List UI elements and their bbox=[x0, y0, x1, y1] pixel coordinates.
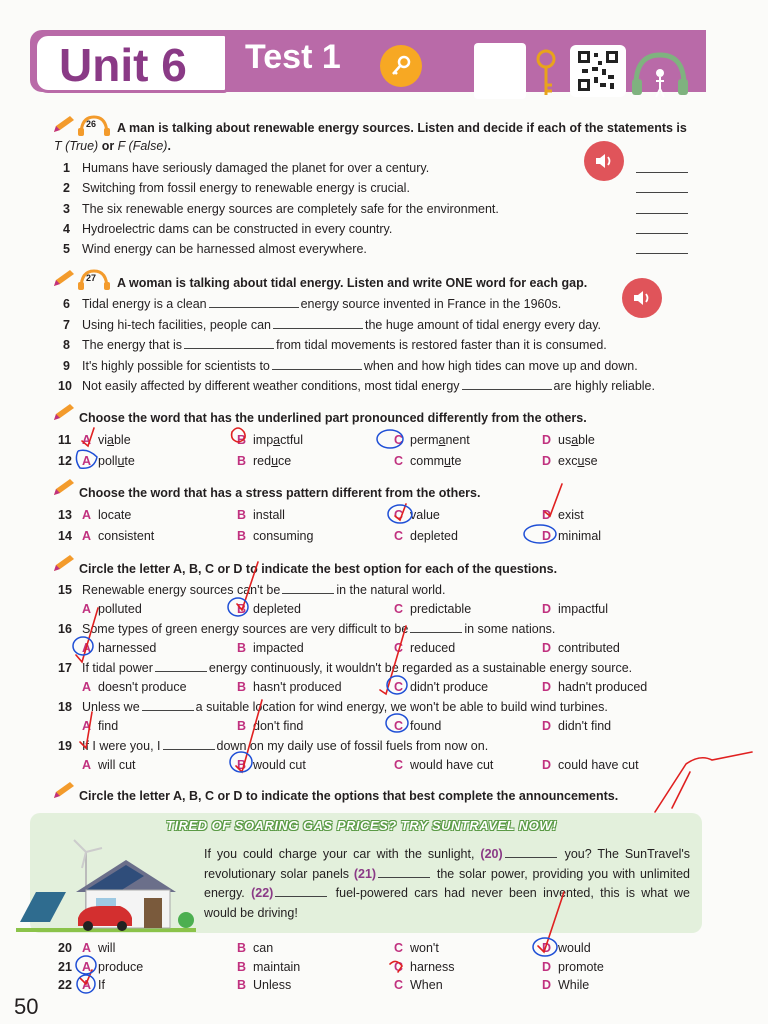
option-b[interactable] bbox=[237, 718, 303, 734]
word-part: us bbox=[558, 433, 572, 447]
option-a[interactable] bbox=[82, 977, 105, 993]
option-letter-a: A bbox=[82, 601, 92, 616]
underlined-sound: u bbox=[444, 453, 451, 468]
statement-text: Hydroelectric dams can be constructed in every country. bbox=[82, 221, 393, 236]
option-d[interactable] bbox=[542, 679, 647, 695]
option-letter-a: A bbox=[82, 433, 92, 447]
stem-after: in the natural world. bbox=[336, 583, 446, 597]
option-c[interactable] bbox=[394, 757, 493, 773]
option-c[interactable] bbox=[394, 640, 455, 656]
underlined-sound: a bbox=[438, 433, 446, 447]
option-a[interactable] bbox=[82, 528, 154, 544]
statement-text: Switching from fossil energy to renewable energy is crucial. bbox=[82, 181, 410, 196]
option-letter-a: A bbox=[82, 959, 92, 974]
question-number: 13 bbox=[58, 508, 72, 522]
option-letter-c: C bbox=[394, 757, 404, 772]
option-letter-b: B bbox=[237, 528, 247, 543]
stem-before: If tidal power bbox=[82, 661, 153, 675]
question-stem bbox=[82, 738, 488, 754]
option-letter-b: B bbox=[237, 679, 247, 694]
option-word: exist bbox=[558, 508, 584, 522]
question-number: 16 bbox=[58, 622, 72, 636]
gap-fill-after: the huge amount of tidal energy every day. bbox=[365, 317, 602, 332]
option-c[interactable] bbox=[394, 507, 440, 523]
option-c[interactable] bbox=[394, 977, 443, 993]
answer-gap[interactable] bbox=[462, 379, 552, 390]
option-letter-d: D bbox=[542, 528, 552, 543]
option-letter-c: C bbox=[394, 718, 404, 733]
option-d[interactable] bbox=[542, 718, 611, 734]
solar-house-illustration bbox=[16, 832, 196, 932]
option-d[interactable] bbox=[542, 959, 604, 975]
option-letter-d: D bbox=[542, 508, 552, 522]
speaker-icon bbox=[632, 288, 652, 308]
answer-blank[interactable] bbox=[636, 160, 688, 173]
gap-fill-before: Not easily affected by different weather conditions, most tidal energy bbox=[82, 379, 460, 393]
option-letter-c: C bbox=[394, 601, 404, 616]
question-number: 4 bbox=[63, 221, 70, 236]
option-a[interactable] bbox=[82, 507, 131, 523]
announcement-text: If you could charge your car with the sunlight, (20) you? The SunTravel's revolutionary solar panels (21) the solar power, providing you with unlimited energy. (22) fuel-powered cars had never been invented, this is what we would be driving! bbox=[204, 847, 690, 920]
option-d[interactable] bbox=[542, 432, 595, 448]
option-b[interactable] bbox=[237, 640, 304, 656]
option-letter-d: D bbox=[542, 679, 552, 694]
option-letter-d: D bbox=[542, 640, 552, 655]
option-text: could have cut bbox=[558, 757, 639, 772]
gap-fill-text bbox=[82, 378, 655, 394]
option-c[interactable] bbox=[394, 528, 458, 544]
speaker-icon bbox=[594, 151, 614, 171]
option-letter-a: A bbox=[82, 528, 92, 543]
option-text: would cut bbox=[253, 757, 306, 772]
question-number: 19 bbox=[58, 739, 72, 753]
option-d[interactable] bbox=[542, 601, 608, 617]
word-part: ce bbox=[278, 453, 292, 468]
audio-play-button[interactable] bbox=[584, 141, 624, 181]
question-number: 14 bbox=[58, 528, 72, 543]
underlined-sound: u bbox=[271, 453, 279, 468]
pencil-icon bbox=[52, 782, 76, 800]
option-a[interactable] bbox=[82, 640, 156, 656]
answer-gap[interactable] bbox=[272, 359, 362, 370]
option-word: consuming bbox=[253, 528, 314, 543]
qr-code-icon[interactable] bbox=[570, 45, 626, 97]
answer-gap[interactable] bbox=[282, 583, 334, 594]
option-letter-a: A bbox=[82, 718, 92, 733]
word-part: te bbox=[450, 453, 462, 468]
word-part: imp bbox=[253, 433, 274, 447]
option-text: didn't find bbox=[558, 718, 612, 733]
option-text: will bbox=[98, 941, 116, 955]
option-text: find bbox=[98, 718, 119, 733]
option-b[interactable] bbox=[237, 679, 342, 695]
answer-gap[interactable] bbox=[209, 297, 299, 308]
question-stem bbox=[82, 699, 608, 715]
word-part: perm bbox=[410, 433, 439, 447]
option-text: reduced bbox=[410, 640, 456, 655]
option-text: can bbox=[253, 941, 274, 955]
question-number: 21 bbox=[58, 959, 72, 974]
question-number: 11 bbox=[58, 433, 72, 447]
statement-text: Humans have seriously damaged the planet for over a century. bbox=[82, 161, 430, 175]
question-number: 22 bbox=[58, 978, 72, 992]
answer-gap[interactable] bbox=[410, 622, 462, 633]
track-number: 27 bbox=[86, 273, 97, 283]
unit-title: Unit 6 bbox=[59, 39, 187, 91]
answer-gap[interactable] bbox=[142, 700, 194, 711]
word-part: red bbox=[253, 453, 272, 468]
option-c[interactable] bbox=[394, 453, 461, 469]
option-letter-b: B bbox=[237, 433, 247, 447]
option-c[interactable] bbox=[394, 718, 441, 734]
section-6-instruction: Circle the letter A, B, C or D to indicate the options that best complete the announcements. bbox=[79, 789, 619, 803]
word-part: se bbox=[584, 453, 598, 468]
option-letter-d: D bbox=[542, 718, 552, 733]
underlined-sound: u bbox=[577, 453, 585, 468]
option-letter-b: B bbox=[237, 959, 247, 974]
gap-fill-before: The energy that is bbox=[82, 338, 183, 352]
option-text: found bbox=[410, 718, 442, 733]
question-number: 18 bbox=[58, 700, 72, 714]
gap-fill-after: when and how high tides can move up and down. bbox=[363, 358, 638, 373]
audio-track-badge bbox=[78, 115, 110, 135]
option-text: didn't produce bbox=[410, 679, 489, 694]
answer-gap[interactable] bbox=[155, 661, 207, 672]
option-c[interactable] bbox=[394, 959, 454, 975]
gap-fill-after: are highly reliable. bbox=[553, 379, 655, 393]
option-letter-a: A bbox=[82, 978, 92, 992]
option-letter-c: C bbox=[394, 528, 404, 543]
option-text: don't find bbox=[253, 718, 304, 733]
pencil-icon bbox=[52, 479, 76, 497]
question-number: 20 bbox=[58, 941, 72, 955]
gap-fill-before: Using hi-tech facilities, people can bbox=[82, 317, 271, 332]
section-1-instruction: A man is talking about renewable energy sources. Listen and decide if each of the statements is bbox=[117, 121, 687, 135]
option-d[interactable] bbox=[542, 977, 589, 993]
option-text: When bbox=[410, 978, 443, 992]
option-a[interactable] bbox=[82, 959, 143, 975]
option-a[interactable] bbox=[82, 940, 115, 956]
pencil-icon bbox=[52, 270, 76, 288]
option-letter-d: D bbox=[542, 601, 552, 616]
option-letter-c: C bbox=[394, 679, 404, 694]
gap-fill-text bbox=[82, 358, 638, 374]
question-stem bbox=[82, 621, 555, 637]
option-a[interactable] bbox=[82, 432, 131, 448]
question-stem bbox=[82, 660, 632, 676]
option-letter-d: D bbox=[542, 978, 552, 992]
option-letter-b: B bbox=[237, 978, 247, 992]
word-part: comm bbox=[410, 453, 445, 468]
audio-track-badge bbox=[78, 269, 110, 289]
option-text: Unless bbox=[253, 978, 292, 992]
option-text: will cut bbox=[98, 757, 136, 772]
answer-blank[interactable] bbox=[636, 241, 688, 254]
option-letter-c: C bbox=[394, 433, 404, 447]
question-number: 17 bbox=[58, 661, 72, 675]
option-text: predictable bbox=[410, 601, 472, 616]
word-part: ctful bbox=[280, 433, 304, 447]
option-b[interactable] bbox=[237, 601, 301, 617]
question-number: 10 bbox=[58, 379, 72, 393]
question-number: 1 bbox=[63, 161, 70, 175]
underlined-sound: a bbox=[571, 433, 579, 447]
option-d[interactable] bbox=[542, 453, 598, 469]
stem-before: Unless we bbox=[82, 700, 140, 714]
option-letter-b: B bbox=[237, 601, 247, 616]
gap-fill-after: from tidal movements is restored faster than it is consumed. bbox=[276, 338, 607, 352]
option-word: install bbox=[253, 508, 285, 522]
option-c[interactable] bbox=[394, 432, 470, 448]
option-letter-c: C bbox=[394, 978, 404, 992]
option-letter-a: A bbox=[82, 679, 92, 694]
option-text: doesn't produce bbox=[98, 679, 187, 694]
answer-gap[interactable] bbox=[184, 338, 274, 349]
option-b[interactable] bbox=[237, 757, 306, 773]
option-word: consistent bbox=[98, 528, 155, 543]
option-word: value bbox=[410, 508, 440, 522]
question-number: 5 bbox=[63, 242, 70, 257]
option-letter-d: D bbox=[542, 433, 552, 447]
option-text: impactful bbox=[558, 601, 609, 616]
option-b[interactable] bbox=[237, 528, 313, 544]
pencil-icon bbox=[52, 116, 76, 134]
option-word: depleted bbox=[410, 528, 458, 543]
option-text: harness bbox=[410, 959, 455, 974]
pencil-icon bbox=[52, 555, 76, 573]
gap-fill-after: energy source invented in France in the 1960s. bbox=[300, 297, 562, 311]
option-letter-a: A bbox=[82, 640, 92, 655]
pencil-icon bbox=[52, 404, 76, 422]
option-text: won't bbox=[410, 941, 439, 955]
option-word: locate bbox=[98, 508, 132, 522]
answer-blank[interactable] bbox=[636, 201, 688, 214]
option-word: minimal bbox=[558, 528, 602, 543]
option-text: produce bbox=[98, 959, 144, 974]
underlined-sound: u bbox=[117, 453, 125, 468]
option-letter-b: B bbox=[237, 941, 247, 955]
option-d[interactable] bbox=[542, 640, 620, 656]
statement-text: The six renewable energy sources are completely safe for the environment. bbox=[82, 201, 499, 216]
key-icon bbox=[532, 49, 560, 99]
option-text: would have cut bbox=[410, 757, 494, 772]
answer-blank[interactable] bbox=[636, 180, 688, 193]
underlined-sound: a bbox=[273, 433, 281, 447]
question-number: 3 bbox=[63, 201, 70, 216]
gap-fill-text bbox=[82, 317, 601, 333]
statement-text: Wind energy can be harnessed almost everywhere. bbox=[82, 242, 367, 257]
option-letter-d: D bbox=[542, 453, 552, 468]
option-text: would bbox=[558, 941, 591, 955]
option-letter-c: C bbox=[394, 640, 404, 655]
question-number: 8 bbox=[63, 338, 70, 352]
stem-after: energy continuously, it wouldn't be regarded as a sustainable energy source. bbox=[208, 661, 633, 675]
option-b[interactable] bbox=[237, 507, 285, 523]
option-text: While bbox=[558, 978, 590, 992]
question-number: 15 bbox=[58, 583, 72, 597]
section-2-instruction: A woman is talking about tidal energy. Listen and write ONE word for each gap. bbox=[117, 276, 588, 290]
option-a[interactable] bbox=[82, 718, 118, 734]
option-letter-b: B bbox=[237, 508, 247, 522]
word-part: poll bbox=[98, 453, 118, 468]
unit-header bbox=[30, 27, 706, 95]
option-letter-d: D bbox=[542, 941, 552, 955]
option-letter-b: B bbox=[237, 640, 247, 655]
stem-after: a suitable location for wind energy, we won't be able to build wind turbines. bbox=[195, 700, 608, 714]
option-letter-a: A bbox=[82, 757, 92, 772]
section-3-instruction: Choose the word that has the underlined part pronounced differently from the others. bbox=[79, 411, 587, 425]
option-letter-d: D bbox=[542, 757, 552, 772]
option-letter-c: C bbox=[394, 453, 404, 468]
option-letter-c: C bbox=[394, 941, 404, 955]
question-number: 2 bbox=[63, 181, 70, 196]
stem-before: Some types of green energy sources are very difficult to be bbox=[82, 622, 409, 636]
option-text: If bbox=[98, 978, 105, 992]
track-number: 26 bbox=[86, 119, 97, 129]
stem-before: Renewable energy sources can't be bbox=[82, 583, 281, 597]
page-number: 50 bbox=[14, 994, 39, 1019]
option-letter-c: C bbox=[394, 508, 404, 522]
option-b[interactable] bbox=[237, 977, 291, 993]
word-part: ble bbox=[578, 433, 595, 447]
section-1-instruction-line2: T (True) or F (False). bbox=[54, 139, 171, 153]
option-a[interactable] bbox=[82, 453, 135, 469]
stem-after: in some nations. bbox=[464, 622, 556, 636]
option-letter-a: A bbox=[82, 941, 92, 955]
question-stem bbox=[82, 582, 445, 598]
option-d[interactable] bbox=[542, 507, 584, 523]
option-letter-b: B bbox=[237, 718, 247, 733]
section-5-instruction: Circle the letter A, B, C or D to indicate the best option for each of the questions. bbox=[79, 562, 558, 576]
option-a[interactable] bbox=[82, 601, 142, 617]
gap-fill-before: Tidal energy is a clean bbox=[82, 297, 207, 311]
answer-blank[interactable] bbox=[636, 221, 688, 234]
option-text: hadn't produced bbox=[558, 679, 648, 694]
stem-after: down on my daily use of fossil fuels from now on. bbox=[216, 739, 489, 753]
audio-play-button[interactable] bbox=[622, 278, 662, 318]
option-text: polluted bbox=[98, 601, 142, 616]
option-text: maintain bbox=[253, 959, 301, 974]
option-d[interactable] bbox=[542, 528, 601, 544]
option-letter-b: B bbox=[237, 453, 247, 468]
section-4-instruction: Choose the word that has a stress pattern different from the others. bbox=[79, 486, 481, 500]
score-box bbox=[474, 43, 526, 99]
option-c[interactable] bbox=[394, 940, 439, 956]
question-number: 7 bbox=[63, 317, 70, 332]
option-text: promote bbox=[558, 959, 604, 974]
stem-before: If I were you, I bbox=[82, 739, 161, 753]
gap-fill-text bbox=[82, 296, 561, 312]
option-letter-a: A bbox=[82, 453, 92, 468]
gap-fill-before: It's highly possible for scientists to bbox=[82, 358, 270, 373]
option-d[interactable] bbox=[542, 940, 591, 956]
test-title: Test 1 bbox=[245, 38, 341, 76]
option-b[interactable] bbox=[237, 453, 291, 469]
option-b[interactable] bbox=[237, 940, 273, 956]
option-b[interactable] bbox=[237, 959, 300, 975]
option-letter-b: B bbox=[237, 757, 247, 772]
word-part: ble bbox=[113, 433, 131, 447]
word-part: te bbox=[124, 453, 135, 468]
headphones-icon bbox=[630, 49, 692, 99]
option-a[interactable] bbox=[82, 757, 136, 773]
unit-label-box bbox=[34, 33, 228, 93]
option-text: contributed bbox=[558, 640, 620, 655]
option-text: harnessed bbox=[98, 640, 157, 655]
option-text: hasn't produced bbox=[253, 679, 342, 694]
option-text: depleted bbox=[253, 601, 301, 616]
announcement-title: TIRED OF SOARING GAS PRICES? TRY SUNTRAVEL NOW! bbox=[166, 818, 557, 833]
answer-key-icon[interactable] bbox=[380, 45, 422, 87]
option-letter-a: A bbox=[82, 508, 92, 522]
gap-fill-text bbox=[82, 337, 607, 353]
option-d[interactable] bbox=[542, 757, 639, 773]
option-c[interactable] bbox=[394, 679, 488, 695]
answer-gap[interactable] bbox=[273, 318, 363, 329]
word-part: vi bbox=[98, 433, 108, 447]
answer-gap[interactable] bbox=[163, 739, 215, 750]
option-letter-d: D bbox=[542, 959, 552, 974]
option-a[interactable] bbox=[82, 679, 187, 695]
question-number: 6 bbox=[63, 297, 70, 311]
option-c[interactable] bbox=[394, 601, 471, 617]
word-part: exc bbox=[558, 453, 578, 468]
word-part: nent bbox=[445, 433, 470, 447]
question-number: 9 bbox=[63, 358, 70, 373]
underlined-sound: a bbox=[107, 433, 114, 447]
option-text: impacted bbox=[253, 640, 304, 655]
option-letter-c: C bbox=[394, 959, 404, 974]
question-number: 12 bbox=[58, 453, 72, 468]
option-b[interactable] bbox=[237, 432, 303, 448]
